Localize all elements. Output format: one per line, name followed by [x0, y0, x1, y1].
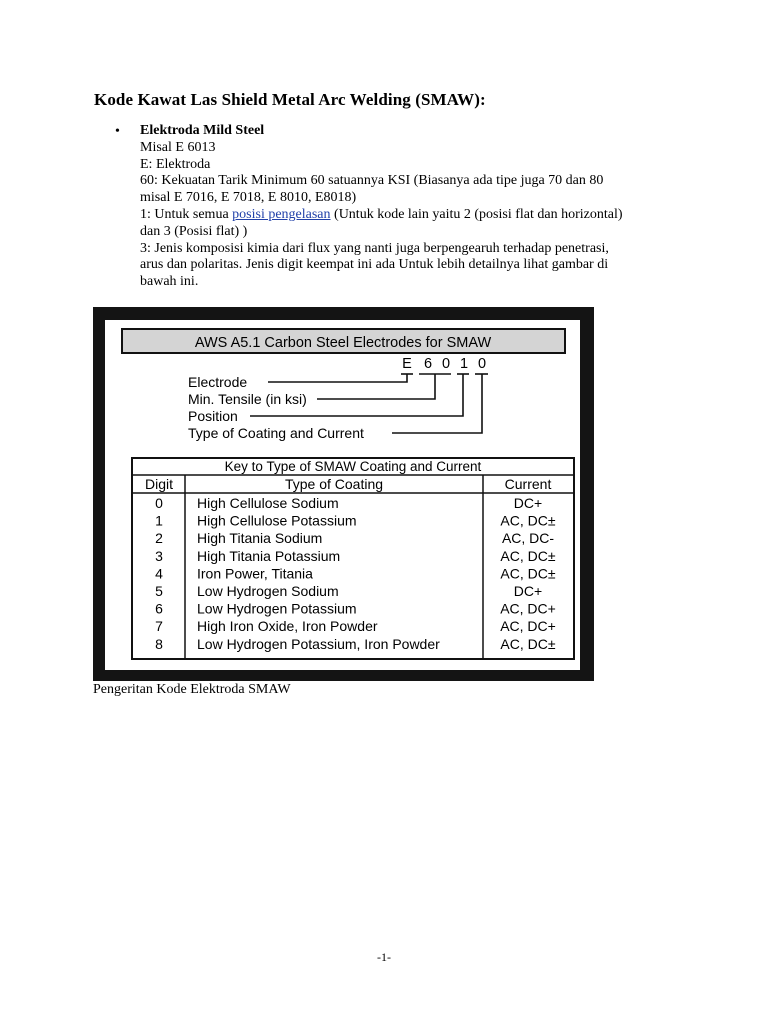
- cell-digit: 8: [155, 635, 163, 652]
- page-number: -1-: [377, 950, 391, 964]
- cell-digit: 2: [155, 530, 163, 547]
- cell-current: AC, DC-: [501, 530, 555, 547]
- body-line: Misal E 6013: [140, 139, 216, 155]
- column-header-coating: Type of Coating: [284, 476, 384, 492]
- cell-digit: 3: [155, 547, 163, 564]
- bullet-marker: •: [115, 124, 120, 139]
- cell-coating: High Cellulose Sodium: [197, 495, 339, 511]
- cell-digit: 5: [155, 583, 163, 599]
- cell-current: AC, DC±: [500, 565, 556, 582]
- cell-current: AC, DC+: [500, 600, 556, 617]
- cell-current: AC, DC+: [500, 618, 556, 635]
- cell-current: AC, DC±: [500, 512, 556, 529]
- part-label-position: Position: [188, 408, 238, 424]
- cell-current: AC, DC±: [500, 635, 556, 652]
- cell-current: DC+: [513, 583, 543, 599]
- key-table-title: Key to Type of SMAW Coating and Current: [224, 459, 482, 474]
- code-char: 1: [459, 356, 469, 372]
- body-line: bawah ini.: [140, 274, 199, 290]
- document-heading: Kode Kawat Las Shield Metal Arc Welding (SMAW):: [94, 90, 486, 109]
- cell-digit: 6: [155, 600, 163, 617]
- position-suffix: (Untuk kode lain yaitu 2 (posisi flat dan horizontal): [330, 206, 623, 222]
- cell-coating: High Cellulose Potassium: [197, 512, 357, 529]
- body-line: E: Elektroda: [140, 156, 211, 172]
- cell-digit: 7: [155, 618, 163, 635]
- part-label-electrode: Electrode: [188, 374, 248, 390]
- cell-coating: High Titania Sodium: [197, 530, 323, 547]
- code-char: 6: [423, 356, 433, 372]
- bullet-content: [140, 123, 695, 291]
- column-header-digit: Digit: [144, 476, 174, 492]
- cell-coating: Low Hydrogen Potassium, Iron Powder: [197, 635, 440, 652]
- figure-caption: Pengeritan Kode Elektroda SMAW: [93, 682, 291, 697]
- electrode-code-figure: [93, 307, 594, 681]
- cell-coating: Low Hydrogen Sodium: [197, 583, 339, 599]
- cell-digit: 0: [155, 495, 163, 511]
- cell-coating: Low Hydrogen Potassium: [197, 600, 357, 617]
- body-line: misal E 7016, E 7018, E 8010, E8018): [140, 190, 357, 206]
- code-char: 0: [477, 356, 487, 372]
- part-label-coating: Type of Coating and Current: [188, 425, 364, 441]
- body-line: arus dan polaritas. Jenis digit keempat ini ada Untuk lebih detailnya lihat gambar di: [140, 257, 609, 273]
- cell-coating: High Titania Potassium: [197, 547, 341, 564]
- body-line: dan 3 (Posisi flat) ): [140, 223, 248, 239]
- subheading: Elektroda Mild Steel: [140, 123, 265, 138]
- figure-title: AWS A5.1 Carbon Steel Electrodes for SMAW: [194, 335, 492, 351]
- key-table-rows: [155, 495, 556, 652]
- column-header-current: Current: [504, 476, 552, 492]
- cell-coating: Iron Power, Titania: [197, 565, 313, 582]
- body-line-position: [140, 207, 695, 224]
- cell-digit: 4: [155, 565, 163, 582]
- figure-drawing: [105, 320, 580, 670]
- figure-panel: [105, 320, 580, 670]
- part-label-tensile: Min. Tensile (in ksi): [188, 391, 307, 407]
- code-char: E: [402, 356, 412, 372]
- body-line: 60: Kekuatan Tarik Minimum 60 satuannya KSI (Biasanya ada tipe juga 70 dan 80: [140, 173, 604, 189]
- cell-current: AC, DC±: [500, 547, 556, 564]
- cell-coating: High Iron Oxide, Iron Powder: [197, 618, 378, 635]
- posisi-pengelasan-link[interactable]: posisi pengelasan: [232, 206, 331, 222]
- cell-current: DC+: [513, 495, 543, 511]
- code-char: 0: [441, 356, 451, 372]
- cell-digit: 1: [155, 512, 163, 529]
- position-prefix: 1: Untuk semua: [140, 206, 233, 222]
- body-line: 3: Jenis komposisi kimia dari flux yang nanti juga berpengearuh terhadap penetrasi,: [140, 240, 609, 256]
